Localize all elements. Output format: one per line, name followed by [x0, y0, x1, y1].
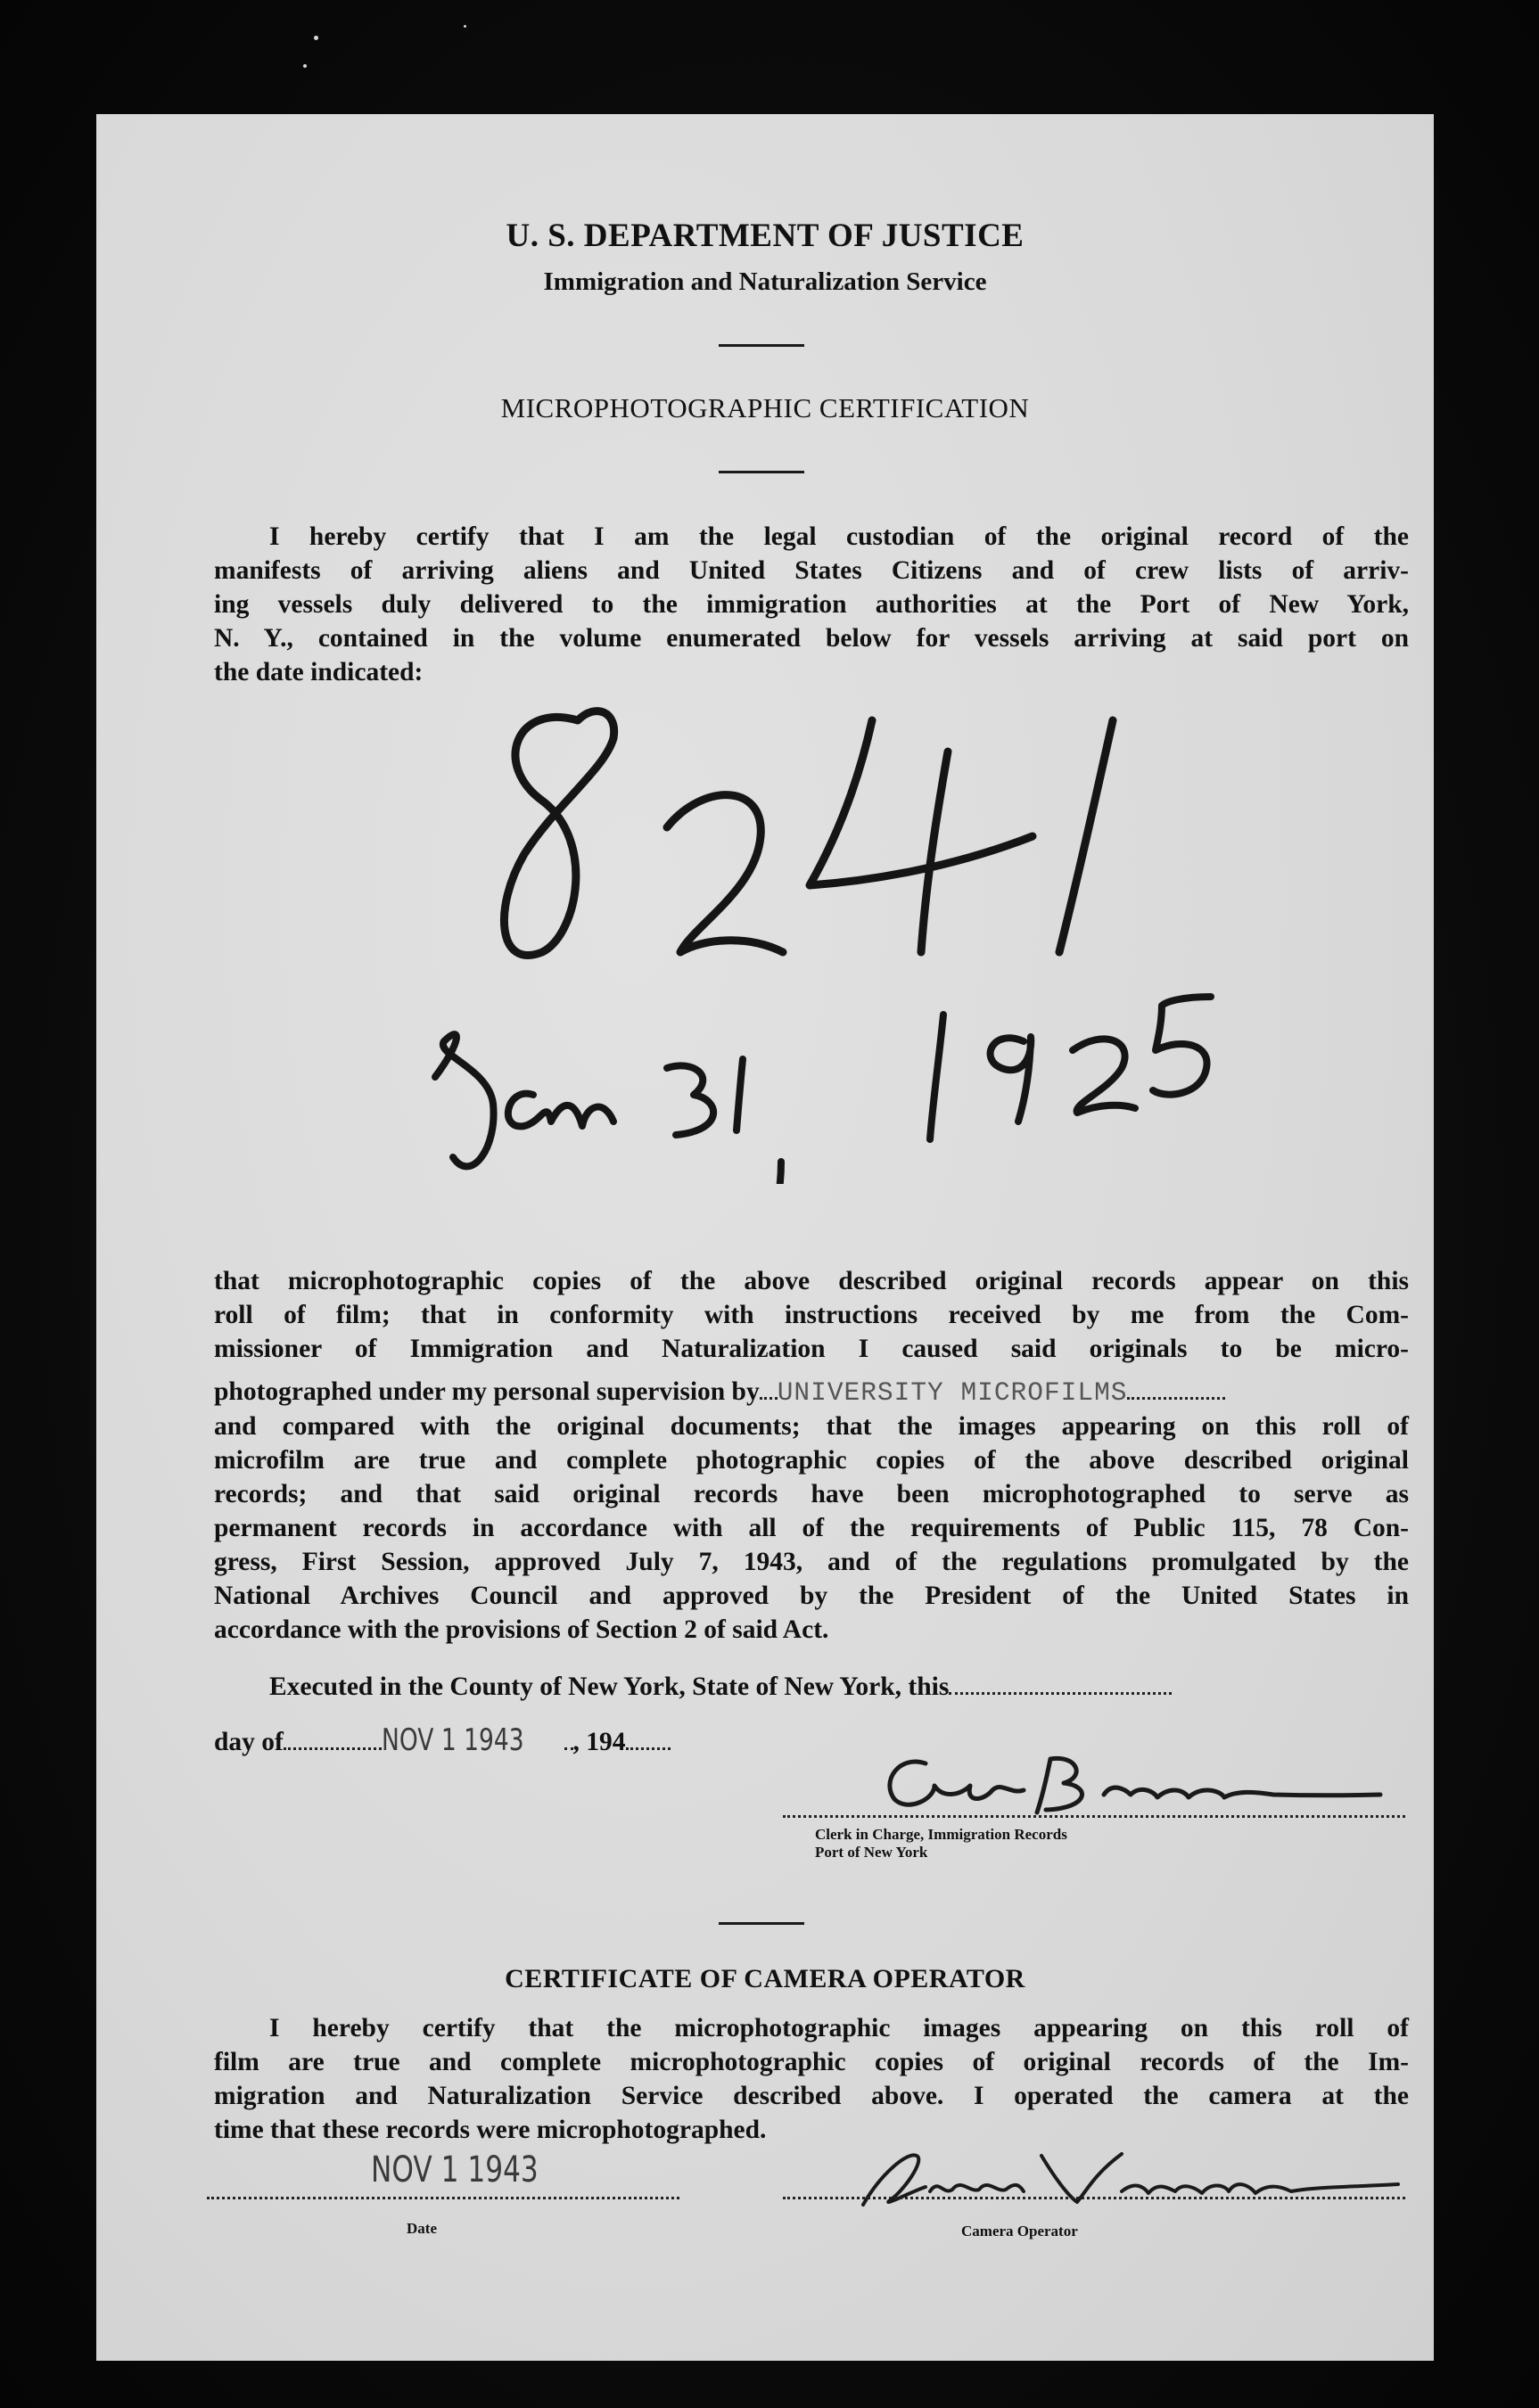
- day-date-stamp: NOV 1 1943: [381, 1722, 524, 1758]
- day-of-label: day of: [214, 1728, 284, 1756]
- dotted-leader: [760, 1397, 778, 1400]
- handwritten-volume-number: [408, 685, 1247, 1184]
- body-line: National Archives Council and approved by the President of the United States in: [214, 1582, 1409, 1610]
- body-line: accordance with the provisions of Section 2 of said Act.: [214, 1615, 829, 1644]
- executed-text: Executed in the County of New York, State of New York, this: [269, 1672, 950, 1701]
- film-speck: [303, 64, 307, 68]
- intro-line: I hereby certify that I am the legal custodian of the original record of the: [269, 522, 1409, 551]
- body-line: and compared with the original documents; that the images appearing on this roll of: [214, 1412, 1409, 1441]
- certification-title: MICROPHOTOGRAPHIC CERTIFICATION: [500, 392, 1030, 423]
- divider: [719, 1922, 804, 1925]
- intro-paragraph: [214, 520, 1409, 689]
- executed-line: [214, 1670, 1409, 1704]
- intro-line: manifests of arriving aliens and United States Citizens and of crew lists of arriv-: [214, 556, 1409, 585]
- dotted-leader: [284, 1747, 382, 1750]
- body-line: records; and that said original records have been microphotographed to serve as: [214, 1480, 1409, 1508]
- dotted-leader: [564, 1747, 573, 1750]
- film-speck: [314, 36, 318, 40]
- date-line: [207, 2197, 679, 2199]
- camera-line: migration and Naturalization Service described above. I operated the camera at the: [214, 2082, 1409, 2110]
- operator-signature: [827, 2138, 1416, 2218]
- intro-line: N. Y., contained in the volume enumerated below for vessels arriving at said port on: [214, 624, 1409, 653]
- camera-certificate-paragraph: [214, 2011, 1409, 2147]
- body-line: that microphotographic copies of the above described original records appear on this: [214, 1267, 1409, 1295]
- supervision-prefix: photographed under my personal supervision by: [214, 1377, 760, 1406]
- year-prefix: , 194: [572, 1728, 626, 1756]
- intro-line: the date indicated:: [214, 658, 424, 686]
- film-speck: [464, 25, 466, 28]
- supervision-line: [214, 1375, 1409, 1409]
- body-line: missioner of Immigration and Naturalization I caused said originals to be micro-: [214, 1335, 1409, 1363]
- body-line: roll of film; that in conformity with instructions received by me from the Com-: [214, 1301, 1409, 1329]
- body-paragraph: [214, 1264, 1409, 1647]
- clerk-title-line1: Clerk in Charge, Immigration Records: [815, 1826, 1067, 1843]
- divider: [719, 344, 804, 347]
- certificate-sheet: [96, 114, 1434, 2361]
- supervisor-typed: UNIVERSITY MICROFILMS: [777, 1377, 1128, 1408]
- camera-line: I hereby certify that the microphotographic images appearing on this roll of: [269, 2014, 1409, 2042]
- camera-line: time that these records were microphotographed.: [214, 2116, 767, 2144]
- divider: [719, 471, 804, 473]
- operator-signature-line: [783, 2197, 1405, 2199]
- camera-date-stamp: NOV 1 1943: [371, 2149, 539, 2190]
- intro-line: ing vessels duly delivered to the immigration authorities at the Port of New York,: [214, 590, 1409, 619]
- date-label: Date: [407, 2220, 437, 2237]
- dotted-leader: [1127, 1397, 1225, 1400]
- dotted-leader: [949, 1692, 1172, 1695]
- clerk-signature: [845, 1746, 1416, 1826]
- body-line: gress, First Session, approved July 7, 1943, and of the regulations promulgated by the: [214, 1548, 1409, 1576]
- department-heading: U. S. DEPARTMENT OF JUSTICE: [506, 218, 1025, 254]
- body-line: microfilm are true and complete photographic copies of the above described original: [214, 1446, 1409, 1475]
- clerk-title: [815, 1826, 1067, 1861]
- clerk-signature-line: [783, 1815, 1405, 1818]
- body-line: permanent records in accordance with all of the requirements of Public 115, 78 Con-: [214, 1514, 1409, 1542]
- dotted-leader: [626, 1747, 671, 1750]
- camera-certificate-title: CERTIFICATE OF CAMERA OPERATOR: [505, 1964, 1025, 1993]
- service-subheading: Immigration and Naturalization Service: [543, 267, 987, 296]
- clerk-title-line2: Port of New York: [815, 1844, 928, 1861]
- operator-label: Camera Operator: [961, 2223, 1078, 2240]
- camera-line: film are true and complete microphotographic copies of original records of the Im-: [214, 2048, 1409, 2076]
